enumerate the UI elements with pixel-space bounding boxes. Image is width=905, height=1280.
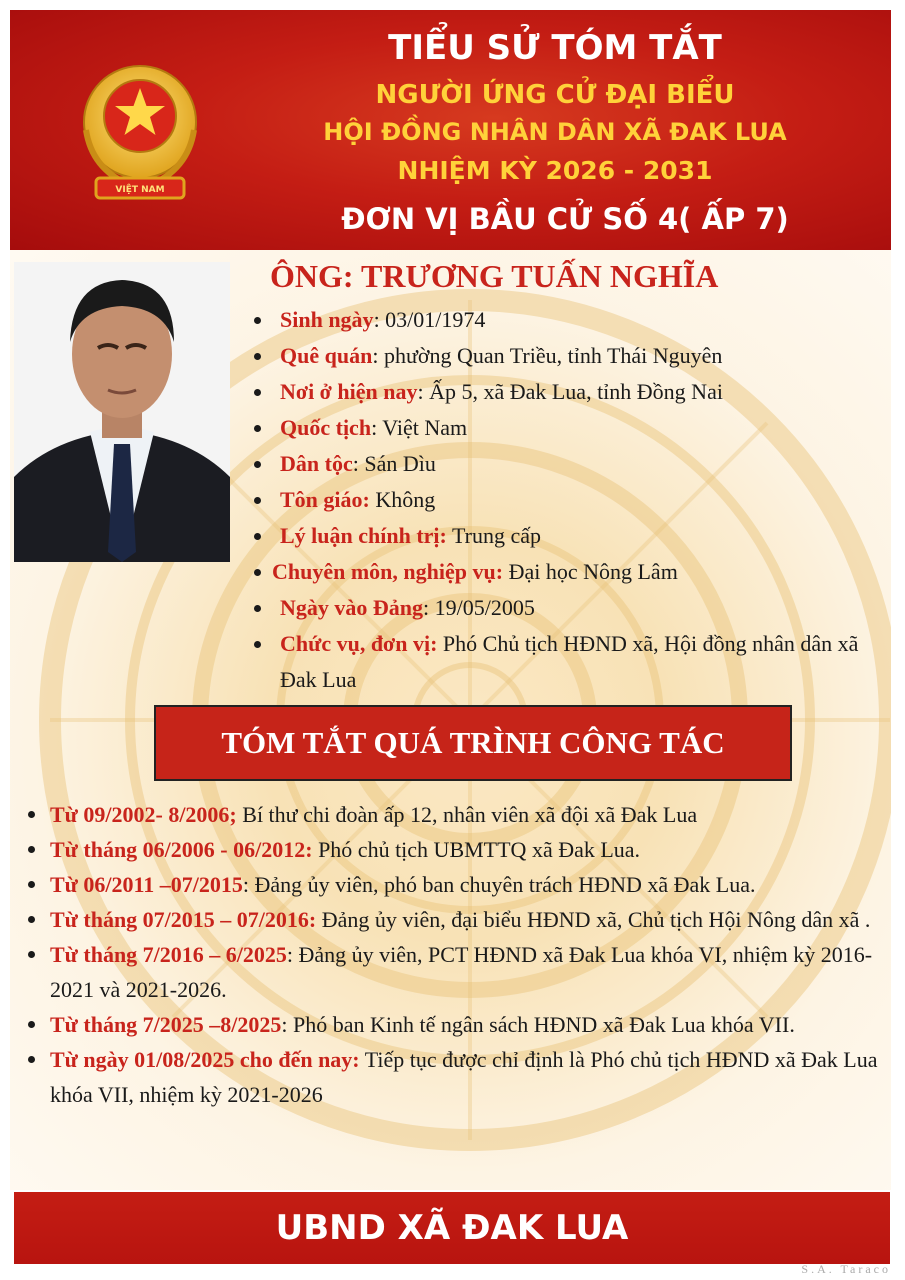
work-description: Tiếp tục được chỉ định là Phó chủ tịch HĐND xã Đak Lua khóa VII, nhiệm kỳ 2021-2026 bbox=[50, 1047, 878, 1107]
candidate-name: ÔNG: TRƯƠNG TUẤN NGHĨA bbox=[270, 258, 719, 294]
info-position bbox=[272, 626, 887, 698]
header-banner bbox=[10, 10, 891, 250]
work-item bbox=[50, 832, 892, 867]
info-profession bbox=[264, 554, 887, 590]
info-label: Nơi ở hiện nay bbox=[280, 379, 418, 404]
work-history-heading: TÓM TẮT QUÁ TRÌNH CÔNG TÁC bbox=[154, 705, 792, 781]
candidate-info-list bbox=[272, 302, 887, 698]
signature: S.A. Taraco bbox=[801, 1262, 891, 1276]
info-label: Quốc tịch bbox=[280, 415, 372, 440]
info-label: Lý luận chính trị: bbox=[280, 523, 447, 548]
info-value: Trung cấp bbox=[446, 523, 541, 548]
bullet-icon bbox=[28, 811, 35, 818]
emblem-ribbon-text: VIỆT NAM bbox=[115, 185, 165, 195]
bullet-icon bbox=[254, 533, 261, 540]
work-description: Đảng ủy viên, đại biểu HĐND xã, Chủ tịch Hội Nông dân xã . bbox=[316, 907, 871, 932]
work-item bbox=[50, 797, 892, 832]
bullet-icon bbox=[28, 881, 35, 888]
info-religion bbox=[272, 482, 887, 518]
info-label: Chức vụ, đơn vị: bbox=[280, 631, 438, 656]
info-label: Sinh ngày bbox=[280, 307, 374, 332]
bullet-icon bbox=[254, 353, 261, 360]
bullet-icon bbox=[254, 461, 261, 468]
info-label: Chuyên môn, nghiệp vụ: bbox=[272, 559, 504, 584]
info-value: : 03/01/1974 bbox=[373, 307, 486, 332]
info-value: : 19/05/2005 bbox=[423, 595, 535, 620]
work-period: Từ tháng 06/2006 - 06/2012: bbox=[50, 837, 313, 862]
work-description: : Đảng ủy viên, PCT HĐND xã Đak Lua khóa VI, nhiệm kỳ 2016-2021 và 2021-2026. bbox=[50, 942, 873, 1002]
header-subtitle: NGƯỜI ỨNG CỬ ĐẠI BIỂU bbox=[375, 80, 735, 110]
bullet-icon bbox=[28, 1056, 35, 1063]
work-item bbox=[50, 1007, 892, 1042]
national-emblem-icon bbox=[62, 60, 218, 208]
work-period: Từ ngày 01/08/2025 cho đến nay: bbox=[50, 1047, 360, 1072]
info-label: Ngày vào Đảng bbox=[280, 595, 424, 620]
bullet-icon bbox=[254, 389, 261, 396]
header-title: TIỂU SỬ TÓM TẮT bbox=[388, 28, 722, 68]
info-label: Tôn giáo: bbox=[280, 487, 370, 512]
bullet-icon bbox=[254, 497, 261, 504]
bullet-icon bbox=[28, 951, 35, 958]
info-label: Quê quán bbox=[280, 343, 373, 368]
work-description: : Đảng ủy viên, phó ban chuyên trách HĐND xã Đak Lua. bbox=[242, 872, 756, 897]
info-value: Không bbox=[369, 487, 436, 512]
info-party-date bbox=[272, 590, 887, 626]
info-residence bbox=[272, 374, 887, 410]
work-item bbox=[50, 937, 892, 1007]
work-period: Từ 09/2002- 8/2006; bbox=[50, 802, 237, 827]
info-ethnicity bbox=[272, 446, 887, 482]
info-birth-date bbox=[272, 302, 887, 338]
work-history-list bbox=[50, 797, 892, 1112]
bullet-icon bbox=[254, 569, 261, 576]
work-item bbox=[50, 902, 892, 937]
header-term: NHIỆM KỲ 2026 - 2031 bbox=[397, 156, 713, 185]
bullet-icon bbox=[254, 641, 261, 648]
candidate-photo bbox=[14, 262, 230, 562]
info-nationality bbox=[272, 410, 887, 446]
bullet-icon bbox=[254, 605, 261, 612]
work-description: Phó chủ tịch UBMTTQ xã Đak Lua. bbox=[312, 837, 641, 862]
bullet-icon bbox=[254, 317, 261, 324]
work-item bbox=[50, 1042, 892, 1112]
bullet-icon bbox=[254, 425, 261, 432]
bullet-icon bbox=[28, 846, 35, 853]
info-value: : Ấp 5, xã Đak Lua, tỉnh Đồng Nai bbox=[417, 379, 723, 404]
header-council: HỘI ĐỒNG NHÂN DÂN XÃ ĐAK LUA bbox=[323, 118, 787, 146]
work-description: : Phó ban Kinh tế ngân sách HĐND xã Đak Lua khóa VII. bbox=[281, 1012, 795, 1037]
work-item bbox=[50, 867, 892, 902]
info-value: Phó Chủ tịch HĐND xã, Hội đồng nhân dân xã Đak Lua bbox=[280, 631, 859, 692]
work-period: Từ tháng 7/2025 –8/2025 bbox=[50, 1012, 282, 1037]
work-period: Từ tháng 07/2015 – 07/2016: bbox=[50, 907, 317, 932]
info-value: : phường Quan Triều, tỉnh Thái Nguyên bbox=[372, 343, 723, 368]
work-description: Bí thư chi đoàn ấp 12, nhân viên xã đội xã Đak Lua bbox=[236, 802, 698, 827]
info-label: Dân tộc bbox=[280, 451, 353, 476]
portrait-icon bbox=[14, 262, 230, 562]
info-political-theory bbox=[272, 518, 887, 554]
info-value: : Việt Nam bbox=[371, 415, 468, 440]
work-period: Từ tháng 7/2016 – 6/2025 bbox=[50, 942, 287, 967]
work-period: Từ 06/2011 –07/2015 bbox=[50, 872, 243, 897]
info-value: : Sán Dìu bbox=[352, 451, 436, 476]
header-electoral-unit: ĐƠN VỊ BẦU CỬ SỐ 4( ẤP 7) bbox=[341, 202, 789, 236]
footer-banner: UBND XÃ ĐAK LUA bbox=[14, 1192, 890, 1264]
bullet-icon bbox=[28, 1021, 35, 1028]
info-hometown bbox=[272, 338, 887, 374]
info-value: Đại học Nông Lâm bbox=[503, 559, 678, 584]
bullet-icon bbox=[28, 916, 35, 923]
